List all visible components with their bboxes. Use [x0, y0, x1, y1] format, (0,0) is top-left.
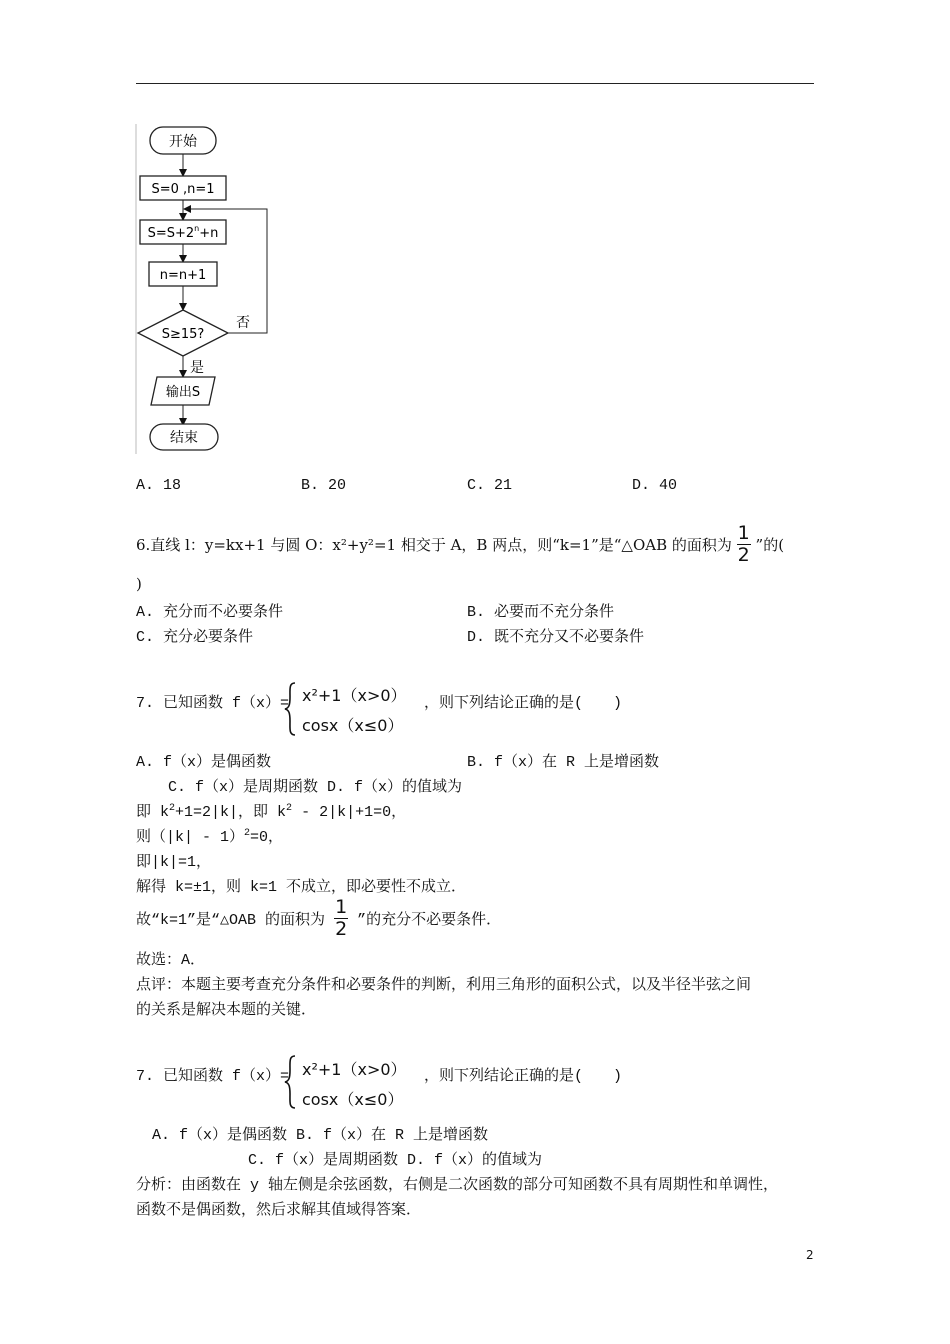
flow-end-text: 结束 [170, 430, 198, 446]
q6-option-d: D. 既不充分又不必要条件 [467, 629, 645, 646]
flow-no-label: 否 [236, 315, 250, 331]
flowchart [135, 124, 270, 454]
q7b-option-ab: A. f（x）是偶函数 B. f（x）在 R 上是增函数 [152, 1127, 489, 1144]
page-number: 2 [806, 1248, 814, 1262]
flow-condition-text: S≥15? [161, 327, 205, 342]
q7-option-cd: C. f（x）是周期函数 D. f（x）的值域为 [168, 779, 463, 796]
flow-update-text: $S=S+2^n+n$ [147, 224, 219, 241]
solution-line3: 即|k|=1， [136, 854, 212, 871]
header-rule [136, 83, 814, 84]
q7b-case2: cosx（x≤0） [302, 1090, 404, 1109]
q7b-suffix: ，则下列结论正确的是( ) [424, 1068, 623, 1085]
flow-start-text: 开始 [169, 134, 197, 150]
q5-option-c: C. 21 [467, 477, 513, 494]
flow-output-text: 输出S [165, 385, 201, 400]
q6-text: 6.直线 l：y=kx+1 与圆 O：x²+y²=1 相交于 A，B 两点，则“k=1”是“△OAB 的面积为 [136, 536, 732, 554]
analysis-line2: 函数不是偶函数，然后求解其值域得答案． [136, 1202, 422, 1219]
solution-line4: 解得 k=±1，则 k=1 不成立，即必要性不成立． [136, 879, 467, 896]
q6-option-b: B. 必要而不充分条件 [467, 604, 615, 621]
q5-option-b: B. 20 [301, 477, 347, 494]
q5-option-a: A. 18 [136, 477, 182, 494]
q6-option-c: C. 充分必要条件 [136, 629, 254, 646]
flow-yes-label: 是 [190, 360, 204, 376]
flow-increment-text: n=n+1 [159, 268, 207, 283]
q6-suffix: ”的( [755, 536, 785, 554]
solution-line5: 故“k=1”是“△OAB 的面积为 $\frac{1}{2}$ ”的充分不必要条件． [136, 896, 502, 940]
flow-init-text: S=0 ,n=1 [151, 182, 215, 197]
analysis-line1: 分析：由函数在 y 轴左侧是余弦函数，右侧是二次函数的部分可知函数不具有周期性和单调性， [136, 1177, 779, 1194]
solution-line2: 则（|k| - 1）$^2$=0， [136, 828, 284, 846]
solution-choice: 故选：A． [136, 952, 206, 969]
q7b-brace [283, 1054, 297, 1114]
q7-case2: cosx（x≤0） [302, 716, 404, 735]
q7-prefix: 7. 已知函数 f（x）= [136, 695, 290, 712]
q5-option-d: D. 40 [632, 477, 678, 494]
q6-option-a: A. 充分而不必要条件 [136, 604, 284, 621]
solution-line1: 即 $k^2+1=2|k|$，即 $k^2 - 2|k|+1=0$， [136, 803, 407, 821]
solution-fraction: $\frac{1}{2}$ [335, 896, 348, 940]
q6-question [136, 524, 784, 565]
q6-close-paren: ) [136, 575, 142, 593]
comment-line1: 点评：本题主要考查充分条件和必要条件的判断，利用三角形的面积公式，以及半径半弦之间 [136, 977, 752, 994]
q7-brace [283, 681, 297, 741]
q7b-prefix: 7. 已知函数 f（x）= [136, 1068, 290, 1085]
q7-option-b: B. f（x）在 R 上是增函数 [467, 754, 660, 771]
q7b-option-cd: C. f（x）是周期函数 D. f（x）的值域为 [248, 1152, 543, 1169]
q6-fraction: $\frac{1}{2}$ [737, 522, 750, 566]
q7-suffix: ，则下列结论正确的是( ) [424, 695, 623, 712]
q7-option-a: A. f（x）是偶函数 [136, 754, 272, 771]
q7-case1: x²+1（x>0） [302, 686, 407, 705]
q7b-case1: x²+1（x>0） [302, 1060, 407, 1079]
comment-line2: 的关系是解决本题的关键． [136, 1002, 317, 1019]
